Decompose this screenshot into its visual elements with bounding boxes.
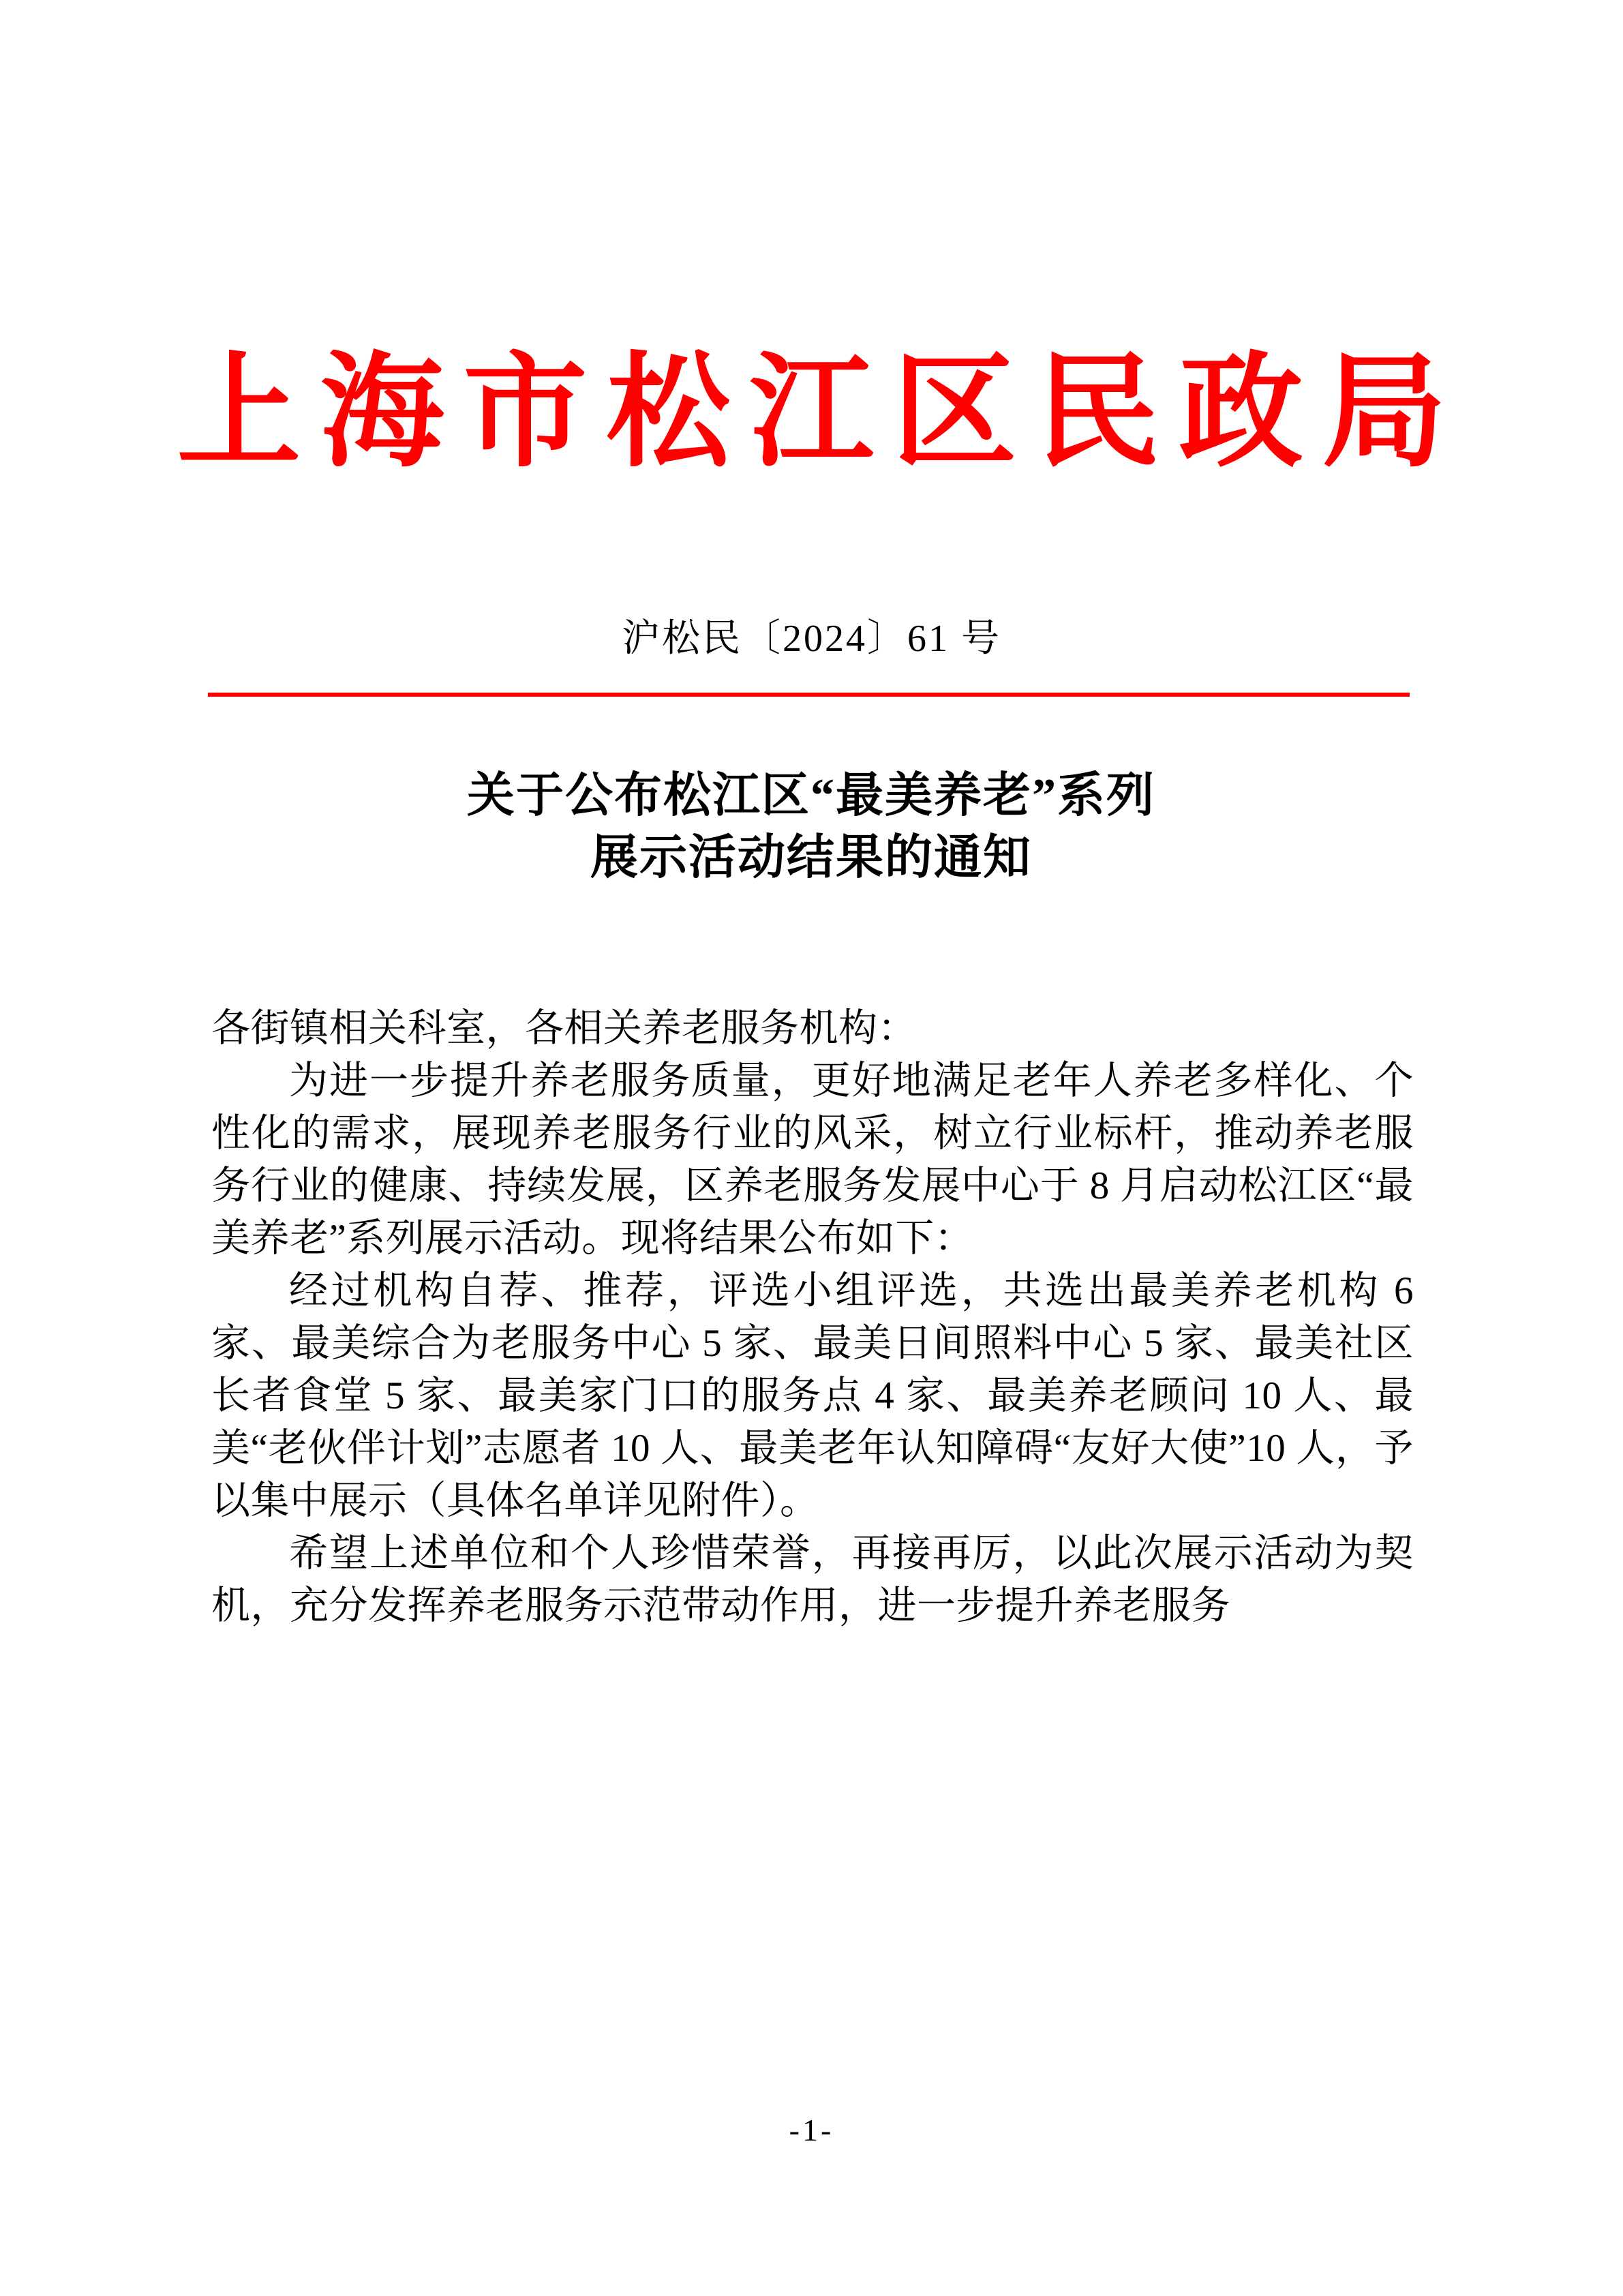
document-body — [211, 1002, 1414, 1632]
page-title-line-1: 关于公布松江区“最美养老”系列 — [467, 770, 1155, 822]
body-paragraph-2: 经过机构自荐、推荐，评选小组评选，共选出最美养老机构 6 家、最美综合为老服务中心 5 家、最美日间照料中心 5 家、最美社区长者食堂 5 家、最美家门口的服务点 4 家、最美养老顾问 10 人、最美“老伙伴计划”志愿者 10 人、最美老年认知障碍“友好大使”10 人，予以集中展示（具体名单详见附件）。 — [211, 1269, 1414, 1522]
red-separator-rule — [208, 693, 1410, 697]
masthead-issuing-agency: 上海市松江区民政局 — [177, 345, 1466, 482]
footer-page-number: -1- — [789, 2113, 834, 2147]
body-paragraph-3: 希望上述单位和个人珍惜荣誉，再接再厉，以此次展示活动为契机，充分发挥养老服务示范带动作用，进一步提升养老服务 — [211, 1532, 1414, 1627]
salutation: 各街镇相关科室，各相关养老服务机构： — [211, 1007, 917, 1050]
page-title — [211, 765, 1411, 889]
document-serial-number: 沪松民〔2024〕61 号 — [622, 618, 1001, 660]
page-title-line-2: 展示活动结果的通知 — [590, 832, 1032, 884]
body-paragraph-1: 为进一步提升养老服务质量，更好地满足老年人养老多样化、个性化的需求，展现养老服务行业的风采，树立行业标杆，推动养老服务行业的健康、持续发展，区养老服务发展中心于 8 月启动松江区“最美养老”系列展示活动。现将结果公布如下： — [211, 1059, 1414, 1260]
